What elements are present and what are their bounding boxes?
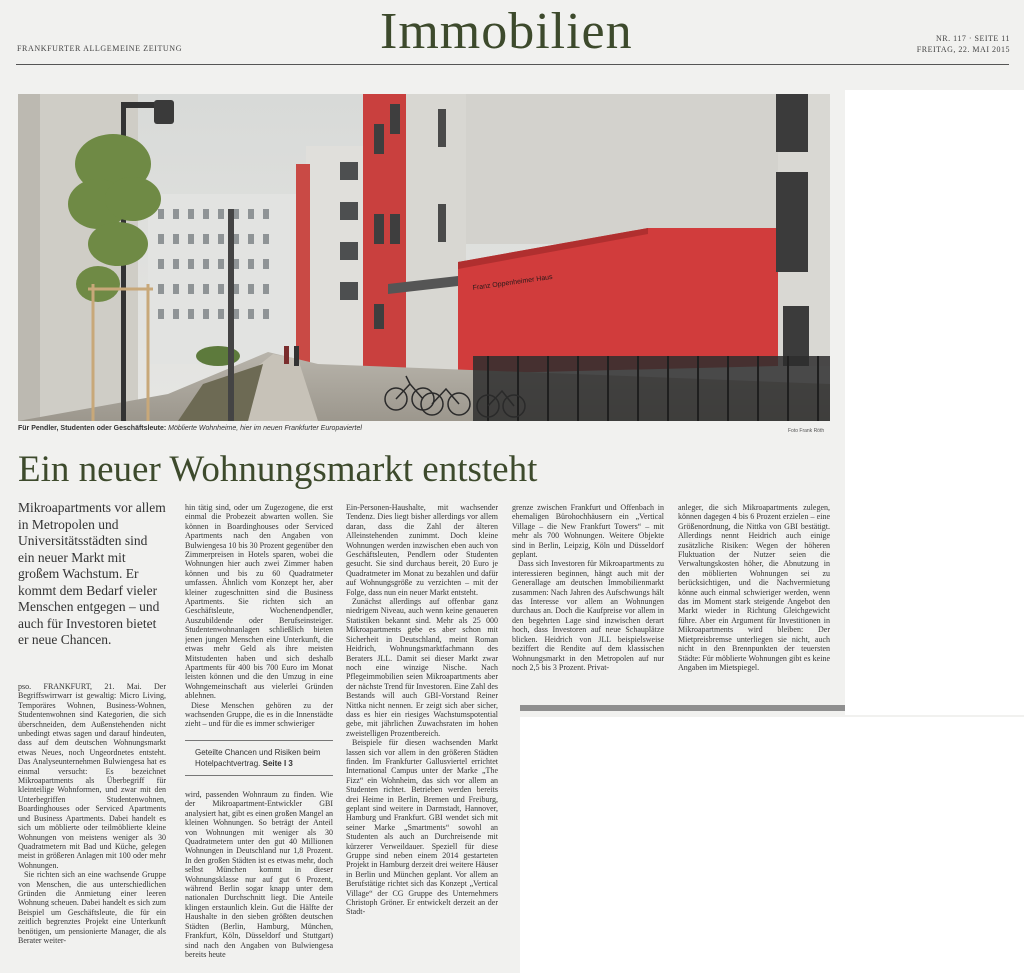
paragraph: pso. FRANKFURT, 21. Mai. Der Begriffswirrwarr ist gewaltig: Micro Living, Temporäres Wohnen, Business-Wohnen, Studentenwohnen sind Kategorien, die sich überschneiden, dem Außenstehenden nicht unbedingt etwas sagen und darauf hindeuten, dass auf dem deutschen Wohnungsmarkt etwas Neues, noch Ungeordnetes entsteht. Das Analyseunternehmen Bulwiengesa hat es einmal versucht: Es bezeichnet Mikroapartments als Überbegriff für kleinteilige Wohnformen, und zwar mit den Unterbegriffen Studentenwohnen, Boardinghouses oder Serviced Apartments und Business Apartments. Dabei handelt es sich um möblierte oder teilmöblierte kleine Wohnungen von meistens weniger als 30 Quadratmetern mit Bad und Küche, gelegen meist in größeren Anlagen mit 100 oder mehr Wohnungen. xyxy=(18,682,166,870)
paragraph: wird, passenden Wohnraum zu finden. Wie der Mikroapartment-Entwickler GBI analysiert hat, gibt es einen großen Mangel an kleinen Wohnungen. So beträgt der Anteil von Wohnungen mit weniger als 30 Quadratmetern unter den gut 40 Millionen Wohnungen in Deutschland nur 1,8 Prozent. In den großen Städten ist es etwas mehr, doch selbst München kommt in dieser Wohnungsklasse nur auf gut 6 Prozent, während Berlin sogar knapp unter dem nationalen Durchschnitt liegt. Die Anteile klingen erstaunlich klein. Gut die Hälfte der Haushalte in den sieben größten deutschen Städten (Berlin, Hamburg, München, Frankfurt, Köln, Düsseldorf und Stuttgart) sind nach den Angaben von Bulwiengesa bereits heute xyxy=(185,790,333,959)
column-1 xyxy=(18,682,166,972)
section-title: Immobilien xyxy=(380,3,633,60)
reference-box[interactable] xyxy=(185,740,333,776)
article-photo xyxy=(18,94,830,421)
paragraph: grenze zwischen Frankfurt und Offenbach in ehemaligen Bürohochhäusern ein „Vertical Village – die New Frankfurt Towers“ – mit mehr als 700 Wohnungen. Weitere Objekte sind in Berlin, Leipzig, Köln und Düsseldorf geplant. xyxy=(512,503,664,560)
photo-caption xyxy=(18,425,362,432)
caption-italic: Möblierte Wohnheime, hier im neuen Frankfurter Europaviertel xyxy=(168,425,362,432)
issue-info xyxy=(917,33,1010,55)
column-5 xyxy=(678,503,830,698)
article-lead: Mikroapartments vor allem in Metropolen und Universitätsstädten sind ein neuer Markt mit großem Wachstum. Er kommt dem Bedarf vieler Menschen entgegen – und auch für Investoren bietet er neue Chancen. xyxy=(18,500,166,647)
column-2-top xyxy=(185,503,333,735)
column-2-bottom xyxy=(185,790,333,972)
page-end-bar xyxy=(520,705,845,711)
paragraph: Dass sich Investoren für Mikroapartments zu interessieren beginnen, hängt auch mit der Generallage am deutschen Immobilienmarkt zusammen: Nach Jahren des Aufschwungs hält das Interesse vor allem an Wohnungen durchaus an. Doch die Kaufpreise vor allem in den begehrten Lage sind inzwischen derart hoch, dass Investoren auf neue Schauplätze blicken. Heidrich von JLL beispielsweise beziffert die Rendite auf dem klassischen Wohnungsmarkt in den Metropolen auf nur noch 2,5 bis 3 Prozent. Privat- xyxy=(512,559,664,672)
reference-text: Geteilte Chancen und Risiken beim Hotelpachtvertrag. xyxy=(195,748,321,768)
paragraph: Zunächst allerdings auf offenbar ganz niedrigem Niveau, auch wenn keine genaueren Statistiken bekannt sind. Mehr als 25 000 Mikroapartments gebe es aber schon mit Sicherheit in Deutschland, meint Roman Heidrich, Wohnungsmarktfachmann des Beraters JLL. Damit sei dieser Markt zwar noch eine winzige Nische. Nach Pflegeimmobilien seien Mikroapartments aber der nächste Trend für Investoren. Eine Zahl des Bestands will auch GBI-Vorstand Reiner Nittka nicht nennen. Er zeigt sich aber sicher, dass es hier ein riesiges Wachstumspotential gebe, mit jährlichen Zuwachsraten im hohen zweistelligen Prozentbereich. xyxy=(346,597,498,738)
column-3 xyxy=(346,503,498,972)
article-headline: Ein neuer Wohnungsmarkt entsteht xyxy=(18,449,538,490)
blank-margin-right xyxy=(845,90,1024,715)
column-4 xyxy=(512,503,664,698)
building-sign: Franz Oppenheimer Haus xyxy=(472,273,554,292)
caption-bold: Für Pendler, Studenten oder Geschäftsleute: xyxy=(18,425,167,432)
paragraph: Sie richten sich an eine wachsende Gruppe von Menschen, die aus unterschiedlichen Gründen die Anmietung einer leeren Wohnung scheuen. Dabei handelt es sich zum Beispiel um Geschäftsleute, die für ein zeitlich begrenztes Projekt eine Unterkunft benötigen, um pensionierte Manager, die als Berater weiter- xyxy=(18,870,166,945)
issue-number: NR. 117 · SEITE 11 xyxy=(936,34,1010,43)
reference-page: Seite I 3 xyxy=(262,759,293,768)
blank-margin-bottom xyxy=(520,717,1024,973)
paragraph: Ein-Personen-Haushalte, mit wachsender Tendenz. Dies liegt bisher allerdings vor allem daran, dass die Zahl der älteren Alleinstehenden zunimmt. Doch kleine Wohnungen werden inzwischen eben auch von Geschäftsleuten, Pendlern oder Studenten gesucht. Sie sind durchaus bereit, 20 Euro je Quadratmeter im Monat zu bezahlen und dafür auf Wohnungsgröße zu verzichten – mit der Folge, dass nun ein neuer Markt entsteht. xyxy=(346,503,498,597)
paragraph: hin tätig sind, oder um Zugezogene, die erst einmal die Probezeit abwarten wollen. Sie können in Boardinghouses oder Serviced Apartments nach den Angaben von Bulwiengesa 10 bis 30 Prozent gegenüber den Zimmerpreisen in Hotels sparen, wobei die Wohnungen hier auch zwei Zimmer haben können und bis zu 60 Quadratmeter umfassen. Ähnlich vom Konzept her, aber kleiner zugeschnitten sind die Business Apartments. Sie richten sich an Geschäftsleute, Wochenendpendler, Auszubildende oder Berufseinsteiger. Studentenwohnanlagen schließlich bieten jenen jungen Menschen eine Unterkunft, die etwas mehr Geld als ihre meisten Mitstudenten haben und sich deshalb Apartments für 400 bis 700 Euro im Monat leisten können und die den Umzug in eine Wohngemeinschaft aus vielerlei Gründen ablehnen. xyxy=(185,503,333,701)
paragraph: Diese Menschen gehören zu der wachsenden Gruppe, die es in die Innenstädte zieht – und für die es immer schwieriger xyxy=(185,700,333,729)
paragraph: Beispiele für diesen wachsenden Markt lassen sich vor allem in den größeren Städten finden. Im Frankfurter Gallusviertel errichtet International Campus unter der Marke „The Fizz“ ein Wohnheim, das sich vor allem an Studenten richtet. Betrieben werden bereits drei Heime in Berlin, Bremen und Freiburg, geplant sind weitere in Darmstadt, Hannover, Hamburg und Frankfurt. GBI wendet sich mit seiner Marke „Smartments“ sowohl an Studenten als auch an Durchreisende mit kürzerer Verweildauer. Speziell für diese Gruppe sind neben einem 2014 gestarteten Projekt in Hamburg derzeit drei weitere Häuser in Berlin und München geplant. Vor allem an Berufstätige richtet sich das Konzept „Vertical Village“ der CG Gruppe des Unternehmers Christoph Gröner. Er entwickelt derzeit an der Stadt- xyxy=(346,738,498,917)
masthead-rule xyxy=(16,64,1009,65)
paragraph: anleger, die sich Mikroapartments zulegen, können dagegen 4 bis 6 Prozent erzielen – eine Größenordnung, die Nittka von GBI bestätigt. Allerdings nennt Heidrich auch einige zusätzliche Risiken: Wegen der höheren Fluktuation der Nutzer seien die Verwaltungskosten höher, die Abnutzung in den möblierten Wohnungen sei zu berücksichtigen, und die Nachvermietung könne auch einmal schwieriger werden, wenn das im Moment stark steigende Angebot den Markt wieder in Richtung Gleichgewicht führe. Aber ein Argument für Investitionen in Mikroapartments wird bleiben: Der Mietpreisbremse unterliegen sie nicht, auch nicht in den Brennpunkten der teuersten Städte: Für möblierte Wohnungen gibt es keine Angaben im Mietspiegel. xyxy=(678,503,830,672)
photo-credit: Foto Frank Röth xyxy=(788,428,825,434)
issue-date: FREITAG, 22. MAI 2015 xyxy=(916,45,1010,54)
newspaper-name: FRANKFURTER ALLGEMEINE ZEITUNG xyxy=(17,44,183,53)
